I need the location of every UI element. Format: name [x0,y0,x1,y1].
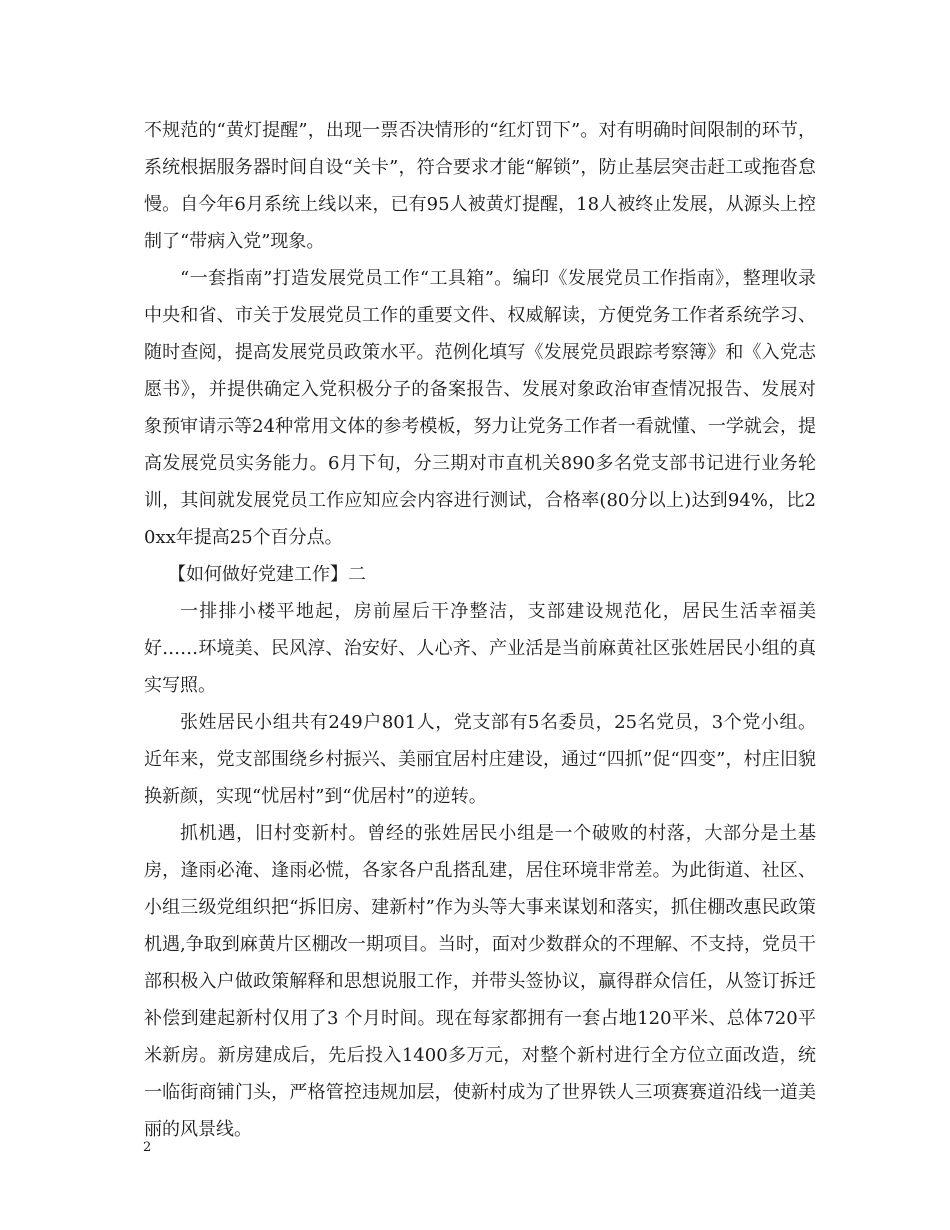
paragraph-opportunity: 抓机遇，旧村变新村。曾经的张姓居民小组是一个破败的村落，大部分是土基房，逢雨必淹、逢雨必慌，各家各户乱搭乱建，居住环境非常差。为此街道、社区、小组三级党组织把“拆旧房、建新村”作为头等大事来谋划和落实，抓住棚改惠民政策机遇,争取到麻黄片区棚改一期项目。当时，面对少数群众的不理解、不支持，党员干部积极入户做政策解释和思想说服工作，并带头签协议，赢得群众信任，从签订拆迁补偿到建起新村仅用了3 个月时间。现在每家都拥有一套占地120平米、总体720平米新房。新房建成后，先后投入1400多万元，对整个新村进行全方位立面改造，统一临街商铺门头，严格管控违规加层，使新村成为了世界铁人三项赛赛道沿线一道美丽的风景线。 [144,823,816,1140]
section-heading: 【如何做好党建工作】二 [168,564,366,585]
paragraph-continued: 不规范的“黄灯提醒”，出现一票否决情形的“红灯罚下”。对有明确时间限制的环节，系统根据服务器时间自设“关卡”，符合要求才能“解锁”，防止基层突击赶工或拖沓怠慢。自今年6月系统上线以来，已有95人被黄灯提醒，18人被终止发展，从源头上控制了“带病入党”现象。 [144,120,816,252]
paragraph-overview: 张姓居民小组共有249户801人，党支部有5名委员，25名党员，3个党小组。近年来，党支部围绕乡村振兴、美丽宜居村庄建设，通过“四抓”促“四变”，村庄旧貌换新颜，实现“忧居村”到“优居村”的逆转。 [144,712,816,807]
page-number: 2 [143,1140,152,1155]
paragraph-guide: “一套指南”打造发展党员工作“工具箱”。编印《发展党员工作指南》，整理收录中央和省、市关于发展党员工作的重要文件、权威解读，方便党务工作者系统学习、随时查阅，提高发展党员政策水平。范例化填写《发展党员跟踪考察簿》和《入党志愿书》，并提供确定入党积极分子的备案报告、发展对象政治审查情况报告、发展对象预审请示等24种常用文体的参考模板，努力让党务工作者一看就懂、一学就会，提高发展党员实务能力。6月下旬，分三期对市直机关890多名党支部书记进行业务轮训，其间就发展党员工作应知应会内容进行测试，合格率(80分以上)达到94%，比20xx年提高25个百分点。 [144,268,816,548]
paragraph-intro: 一排排小楼平地起，房前屋后干净整洁，支部建设规范化，居民生活幸福美好……环境美、民风淳、治安好、人心齐、产业活是当前麻黄社区张姓居民小组的真实写照。 [144,601,816,696]
document-body [144,112,816,1148]
